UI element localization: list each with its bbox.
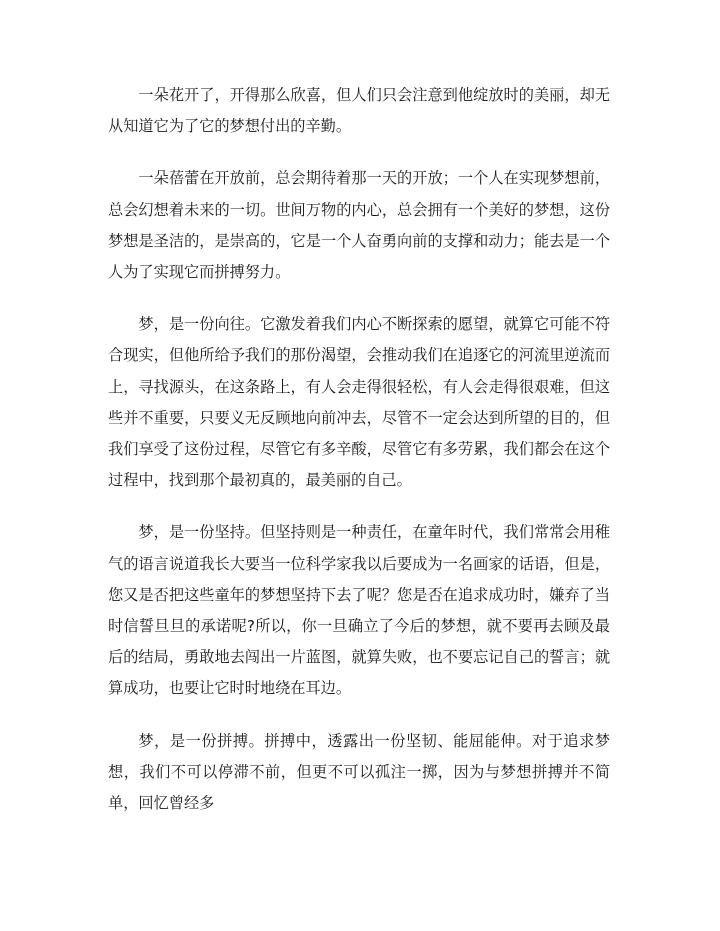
paragraph-2: 一朵蓓蕾在开放前，总会期待着那一天的开放；一个人在实现梦想前，总会幻想着未来的一切。世间万物的内心，总会拥有一个美好的梦想，这份梦想是圣洁的，是崇高的，它是一个人奋勇向前的支撑和动力；能去是一个人为了实现它而拼搏努力。 bbox=[108, 169, 610, 282]
paragraph-3: 梦，是一份向往。它激发着我们内心不断探索的愿望，就算它可能不符合现实，但他所给予我们的那份渴望，会推动我们在追逐它的河流里逆流而上，寻找源头，在这条路上，有人会走得很轻松，有人会走得很艰难，但这些并不重要，只要义无反顾地向前冲去，尽管不一定会达到所望的目的，但我们享受了这份过程，尽管它有多辛酸，尽管它有多劳累，我们都会在这个过程中，找到那个最初真的，最美丽的自己。 bbox=[108, 315, 610, 490]
document-body bbox=[108, 80, 610, 840]
paragraph-1: 一朵花开了，开得那么欣喜，但人们只会注意到他绽放时的美丽，却无从知道它为了它的梦想付出的辛勤。 bbox=[108, 86, 610, 136]
paragraph-5: 梦，是一份拼搏。拼搏中，透露出一份坚韧、能屈能伸。对于追求梦想，我们不可以停滞不前，但更不可以孤注一掷，因为与梦想拼搏并不简单，回忆曾经多 bbox=[108, 731, 610, 813]
paragraph-4: 梦，是一份坚持。但坚持则是一种责任，在童年时代，我们常常会用稚气的语言说道我长大要当一位科学家我以后要成为一名画家的话语，但是，您又是否把这些童年的梦想坚持下去了呢？您是否在追求成功时，嫌弃了当时信誓旦旦的承诺呢?所以，你一旦确立了今后的梦想，就不要再去顾及最后的结局，勇敢地去闯出一片蓝图，就算失败，也不要忘记自己的誓言；就算成功，也要让它时时地绕在耳边。 bbox=[108, 523, 610, 698]
